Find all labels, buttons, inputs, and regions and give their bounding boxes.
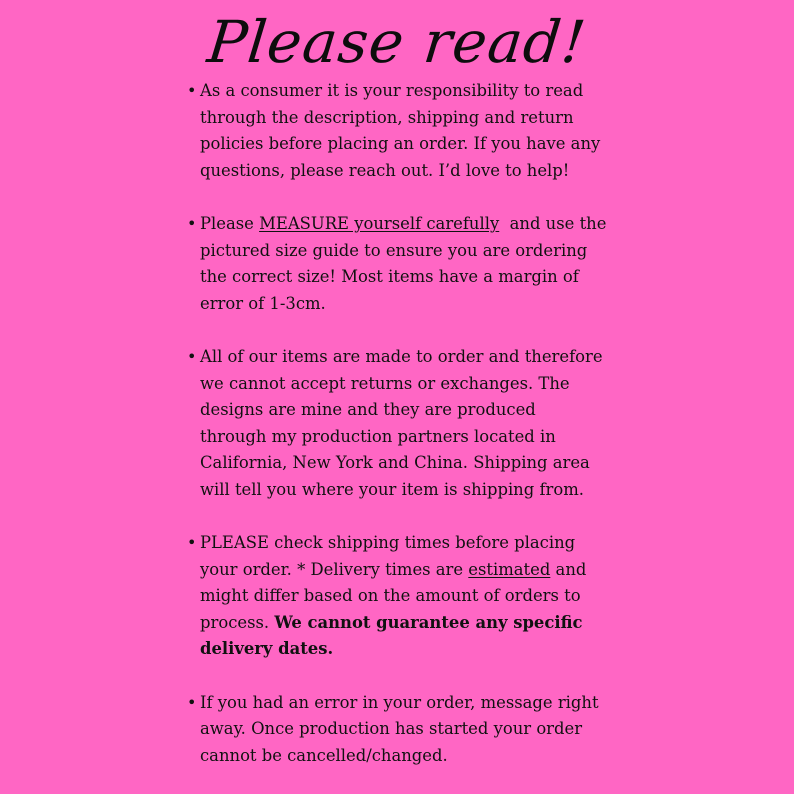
item-text: If you had an error in your order, message right away. Once production has started your order cannot be cancelled/changed. [200,692,599,765]
bullet-icon: • [187,81,197,100]
bullet-icon: • [187,692,197,712]
bullet-icon: • [187,346,197,366]
page-title: Please read! [204,8,590,76]
item-text: All of our items are made to order and therefore we cannot accept returns or exchanges. The designs are mine and they are produced through my production partners located in California, New York and China. Shipping area will tell you where your item is shipping from. [200,346,603,499]
bold-text: We cannot guarantee any specific delivery dates. [200,612,583,659]
item-text: and might differ based on the amount of orders to process. [200,559,587,632]
item-text: Please [200,213,260,233]
notice-list [187,78,612,769]
underlined-text: estimated [468,559,551,579]
underlined-text: MEASURE yourself carefully [259,213,500,233]
list-item [187,211,612,317]
bullet-icon: • [187,533,197,553]
item-text: PLEASE check shipping times before placing your order. * Delivery times are [200,533,576,579]
bullet-icon: • [187,213,197,233]
list-item [187,690,607,770]
item-text: As a consumer it is your responsibility to read through the description, shipping and return policies before placing an order. If you have any questions, please reach out. I’d love to help! [200,81,601,180]
list-item [187,344,607,504]
list-item [187,78,607,184]
item-text: and use the pictured size guide to ensure you are ordering the correct size! Most items have a margin of error of 1-3cm. [200,213,612,313]
list-item [187,530,607,663]
